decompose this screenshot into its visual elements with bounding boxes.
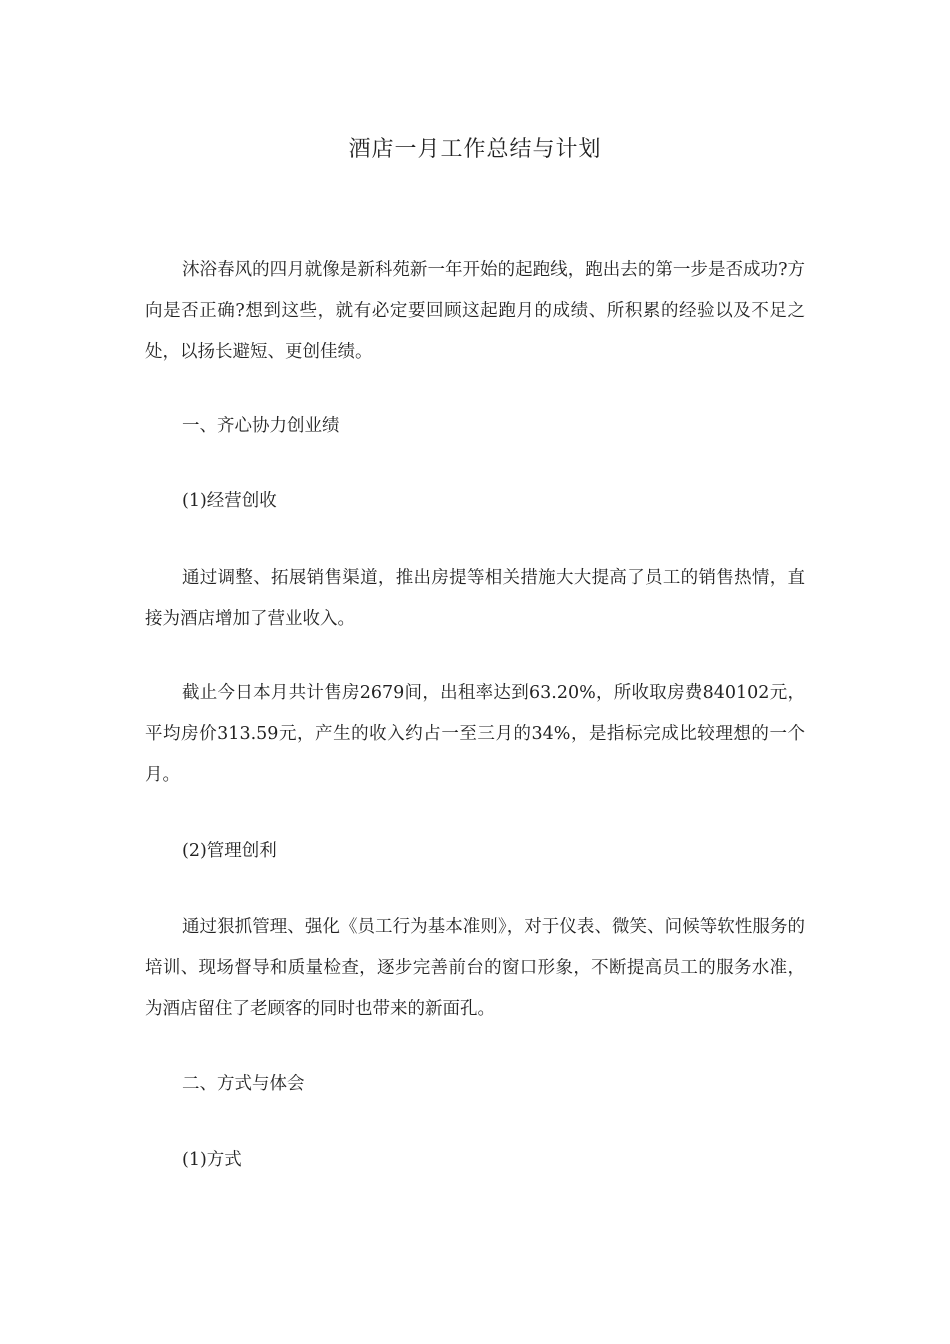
subsection-heading-1-1: (1)经营创收 bbox=[182, 491, 277, 511]
paragraph-intro: 沐浴春风的四月就像是新科苑新一年开始的起跑线，跑出去的第一步是否成功?方向是否正确?想到这些，就有必定要回顾这起跑月的成绩、所积累的经验以及不足之处，以扬长避短、更创佳绩。 bbox=[145, 260, 805, 362]
paragraph-management: 通过狠抓管理、强化《员工行为基本准则》，对于仪表、微笑、问候等软性服务的培训、现场督导和质量检查，逐步完善前台的窗口形象，不断提高员工的服务水准，为酒店留住了老顾客的同时也带来的新面孔。 bbox=[145, 917, 805, 1019]
paragraph-sales-figures: 截止今日本月共计售房2679间，出租率达到63.20%，所收取房费840102元，平均房价313.59元，产生的收入约占一至三月的34%，是指标完成比较理想的一个月。 bbox=[145, 683, 805, 785]
paragraph-sales-channels: 通过调整、拓展销售渠道，推出房提等相关措施大大提高了员工的销售热情，直接为酒店增加了营业收入。 bbox=[145, 568, 805, 629]
section-heading-1: 一、齐心协力创业绩 bbox=[182, 416, 340, 436]
subsection-heading-1-2: (2)管理创利 bbox=[182, 841, 277, 861]
section-heading-2: 二、方式与体会 bbox=[182, 1074, 305, 1094]
document-title: 酒店一月工作总结与计划 bbox=[348, 137, 602, 162]
subsection-heading-2-1: (1)方式 bbox=[182, 1150, 242, 1170]
